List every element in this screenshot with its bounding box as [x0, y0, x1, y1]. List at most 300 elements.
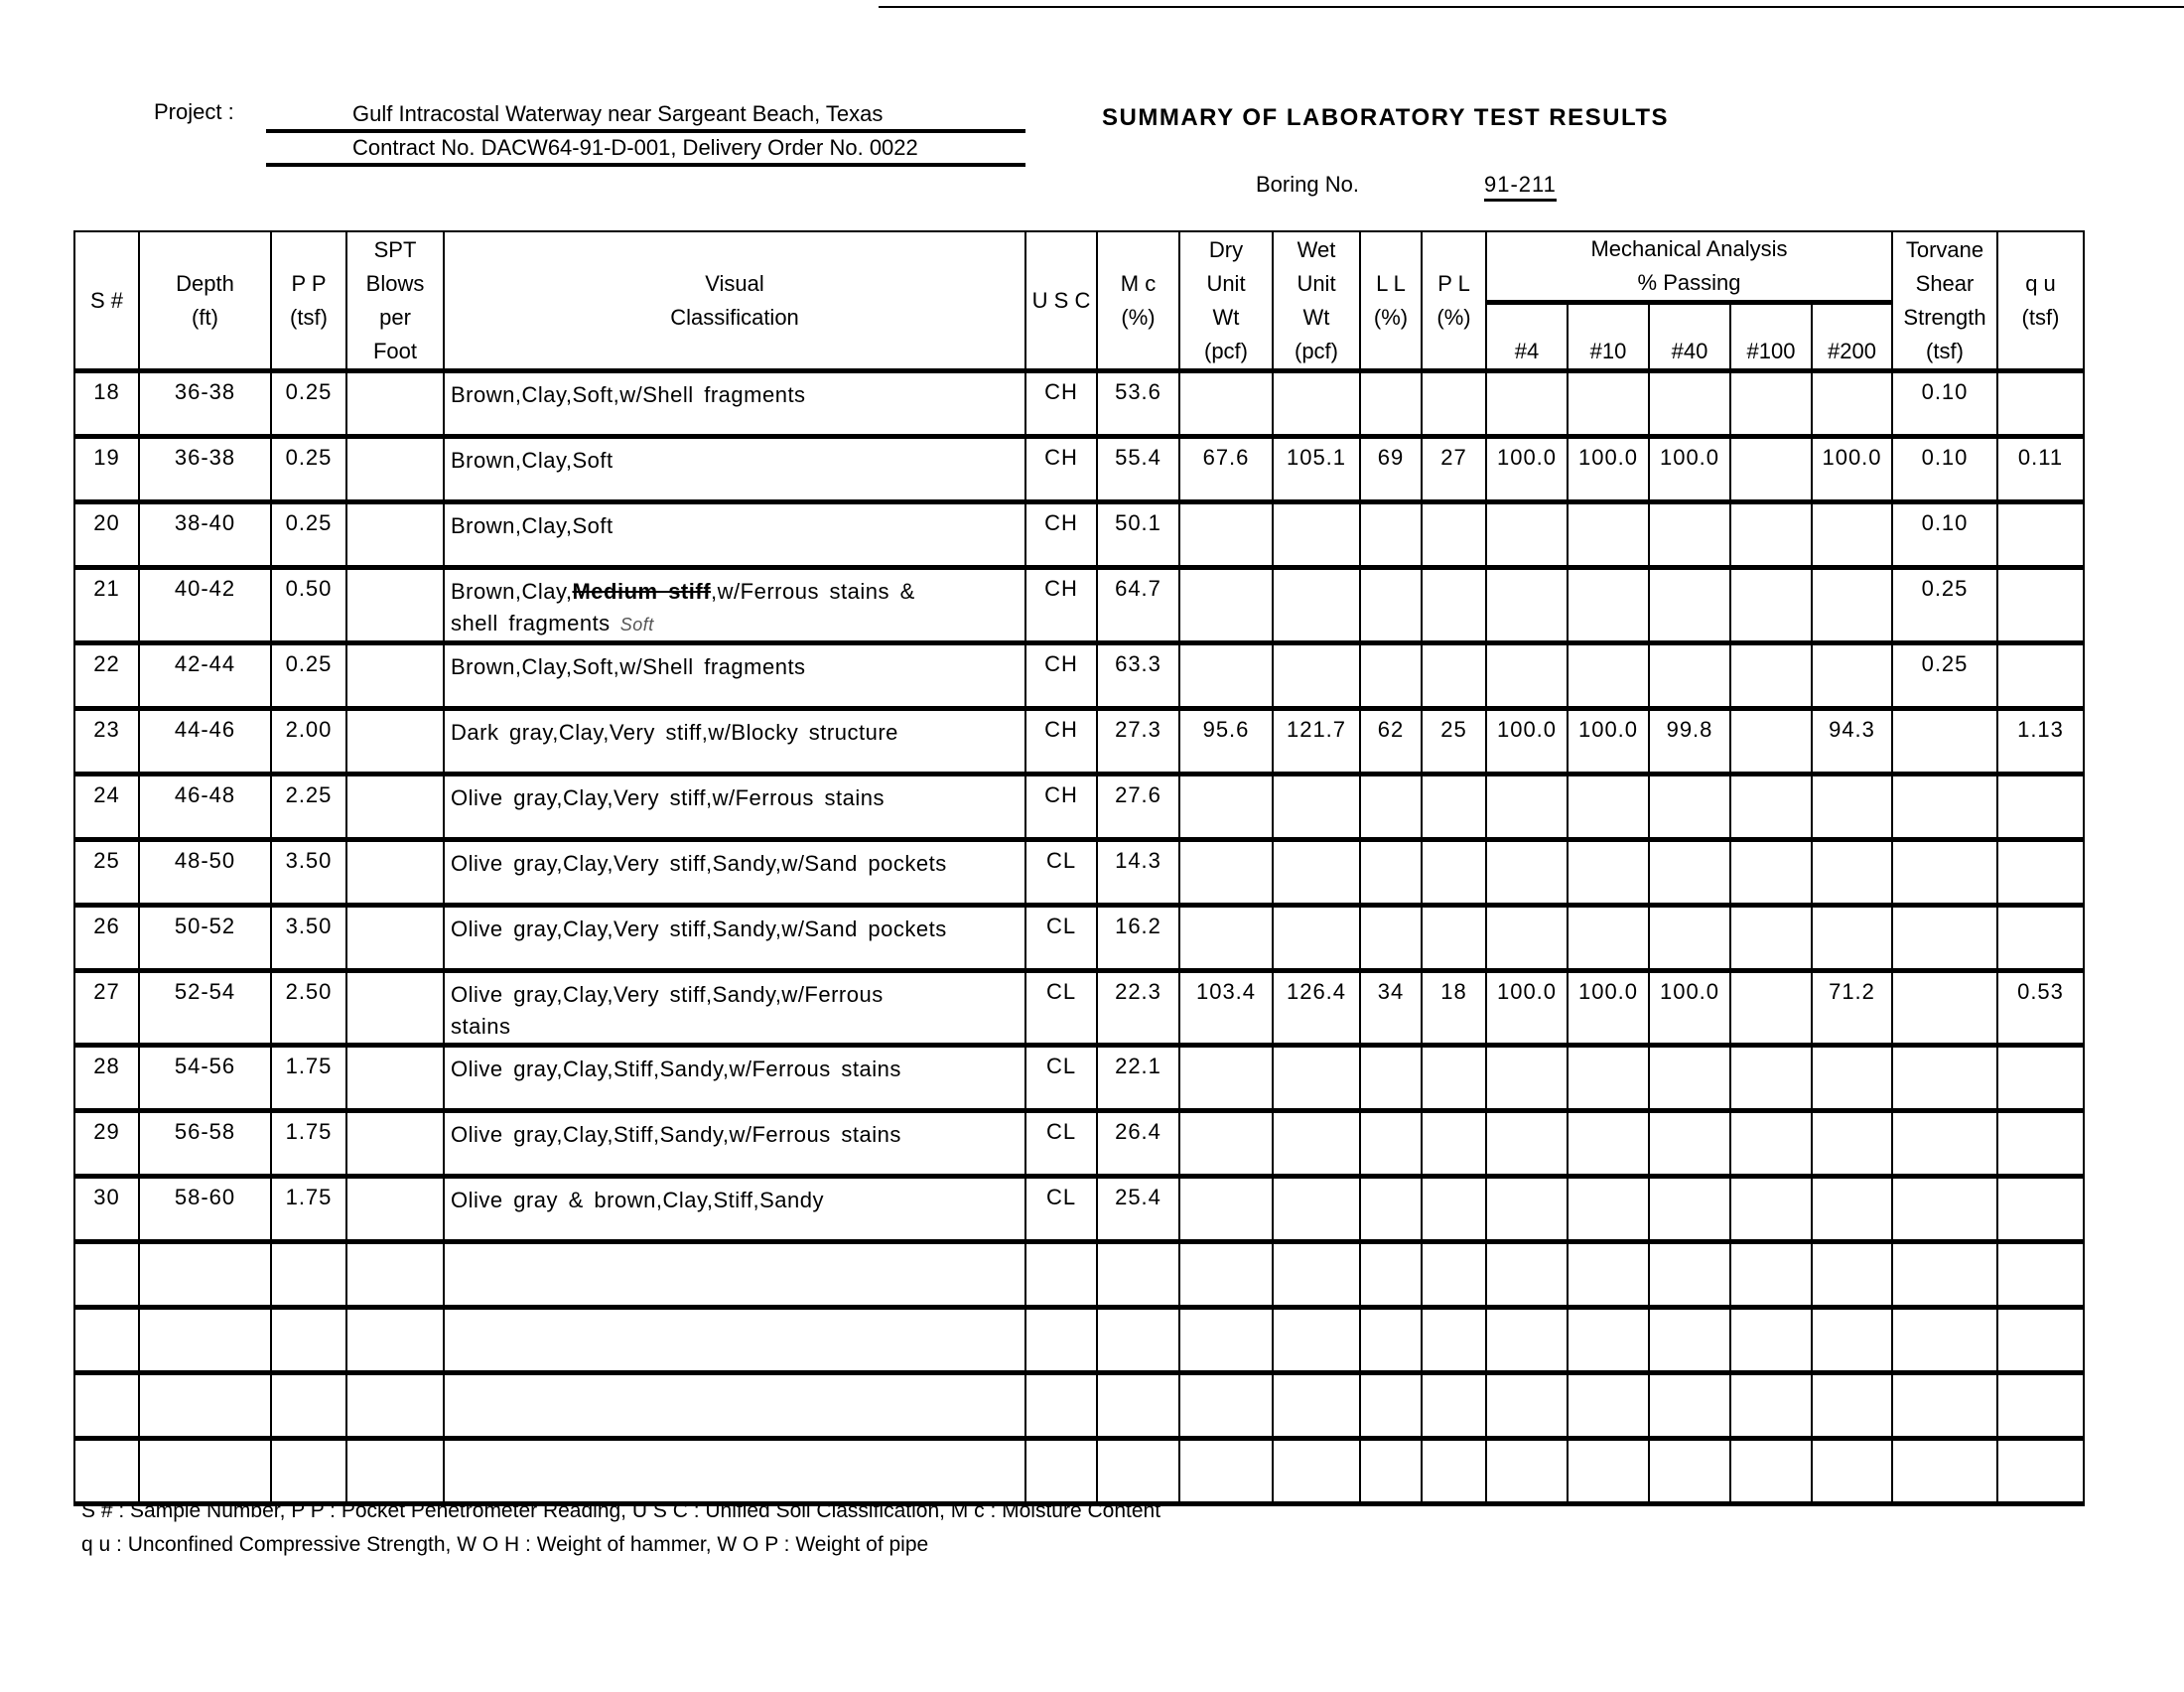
visual-text: Brown,Clay,Soft,w/Shell fragments [451, 382, 806, 407]
cell-liquid-limit [1360, 840, 1422, 906]
cell-sample-number: 22 [74, 643, 139, 709]
cell-sieve-4 [1486, 840, 1568, 906]
cell-sieve-100 [1730, 643, 1812, 709]
cell-sieve-100 [1730, 1111, 1812, 1177]
cell-dry-unit-weight: 67.6 [1179, 437, 1273, 502]
table-row [74, 371, 2084, 437]
empty-cell [1179, 1439, 1273, 1504]
cell-pocket-penetrometer: 1.75 [271, 1177, 346, 1242]
visual-text-line2: stains [451, 1014, 511, 1039]
cell-pocket-penetrometer: 1.75 [271, 1046, 346, 1111]
empty-cell [1025, 1439, 1097, 1504]
empty-cell [346, 1373, 444, 1439]
cell-visual-classification [444, 643, 1025, 709]
cell-depth: 48-50 [139, 840, 271, 906]
visual-text: Olive gray,Clay,Very stiff,Sandy,w/Ferrous [451, 982, 884, 1007]
project-underline-1 [266, 129, 1025, 133]
cell-torvane-shear [1892, 1177, 1997, 1242]
empty-cell [346, 1439, 444, 1504]
cell-moisture-content: 22.3 [1097, 971, 1179, 1046]
visual-text: Olive gray,Clay,Very stiff,Sandy,w/Sand pockets [451, 916, 947, 941]
cell-visual-classification [444, 371, 1025, 437]
visual-text: Brown,Clay,Soft [451, 513, 614, 538]
col-header-qu: q u (tsf) [1997, 231, 2084, 371]
table-row [74, 1111, 2084, 1177]
cell-sieve-40 [1649, 1111, 1730, 1177]
cell-sieve-200: 94.3 [1812, 709, 1892, 775]
visual-text-line2: shell fragments [451, 611, 611, 635]
cell-sieve-40 [1649, 1177, 1730, 1242]
empty-cell [1486, 1308, 1568, 1373]
visual-text: Brown,Clay, [451, 579, 573, 604]
cell-spt-blows [346, 709, 444, 775]
cell-dry-unit-weight [1179, 502, 1273, 568]
table-row [74, 1046, 2084, 1111]
cell-sieve-40: 99.8 [1649, 709, 1730, 775]
cell-usc: CL [1025, 1177, 1097, 1242]
empty-cell [1568, 1308, 1649, 1373]
cell-sample-number: 23 [74, 709, 139, 775]
cell-sieve-10: 100.0 [1568, 709, 1649, 775]
cell-depth: 56-58 [139, 1111, 271, 1177]
table-row [74, 709, 2084, 775]
empty-cell [1730, 1373, 1812, 1439]
empty-table-row [74, 1439, 2084, 1504]
cell-depth: 44-46 [139, 709, 271, 775]
empty-cell [74, 1373, 139, 1439]
empty-cell [1730, 1308, 1812, 1373]
cell-unconfined-strength [1997, 643, 2084, 709]
cell-spt-blows [346, 775, 444, 840]
cell-depth: 36-38 [139, 437, 271, 502]
cell-unconfined-strength [1997, 568, 2084, 643]
cell-pocket-penetrometer: 2.50 [271, 971, 346, 1046]
cell-usc: CL [1025, 971, 1097, 1046]
cell-dry-unit-weight [1179, 568, 1273, 643]
col-header-ll: L L (%) [1360, 231, 1422, 371]
cell-usc: CH [1025, 502, 1097, 568]
cell-sieve-10 [1568, 775, 1649, 840]
cell-sieve-10: 100.0 [1568, 437, 1649, 502]
handwritten-correction: Soft [619, 615, 654, 634]
cell-sieve-10 [1568, 643, 1649, 709]
cell-wet-unit-weight: 121.7 [1273, 709, 1360, 775]
cell-visual-classification [444, 775, 1025, 840]
cell-torvane-shear: 0.10 [1892, 502, 1997, 568]
cell-wet-unit-weight [1273, 840, 1360, 906]
empty-cell [139, 1242, 271, 1308]
cell-pocket-penetrometer: 0.25 [271, 502, 346, 568]
cell-visual-classification [444, 1046, 1025, 1111]
empty-cell [1025, 1308, 1097, 1373]
empty-cell [1812, 1439, 1892, 1504]
cell-liquid-limit [1360, 1046, 1422, 1111]
cell-sieve-200 [1812, 775, 1892, 840]
cell-torvane-shear [1892, 709, 1997, 775]
cell-torvane-shear [1892, 1046, 1997, 1111]
page-title: SUMMARY OF LABORATORY TEST RESULTS [1102, 104, 1670, 131]
cell-moisture-content: 50.1 [1097, 502, 1179, 568]
cell-dry-unit-weight [1179, 1177, 1273, 1242]
empty-cell [1273, 1373, 1360, 1439]
cell-spt-blows [346, 502, 444, 568]
cell-sample-number: 21 [74, 568, 139, 643]
cell-plastic-limit [1422, 1111, 1486, 1177]
cell-depth: 40-42 [139, 568, 271, 643]
cell-dry-unit-weight: 95.6 [1179, 709, 1273, 775]
cell-sieve-200 [1812, 840, 1892, 906]
cell-moisture-content: 22.1 [1097, 1046, 1179, 1111]
cell-sieve-4 [1486, 1046, 1568, 1111]
cell-visual-classification [444, 840, 1025, 906]
empty-cell [271, 1242, 346, 1308]
empty-cell [1892, 1308, 1997, 1373]
cell-sieve-200: 100.0 [1812, 437, 1892, 502]
cell-torvane-shear [1892, 775, 1997, 840]
cell-spt-blows [346, 906, 444, 971]
col-header-pl: P L (%) [1422, 231, 1486, 371]
cell-moisture-content: 53.6 [1097, 371, 1179, 437]
cell-plastic-limit [1422, 906, 1486, 971]
cell-plastic-limit [1422, 371, 1486, 437]
empty-cell [1179, 1373, 1273, 1439]
cell-pocket-penetrometer: 3.50 [271, 840, 346, 906]
cell-pocket-penetrometer: 0.25 [271, 371, 346, 437]
cell-unconfined-strength [1997, 1177, 2084, 1242]
visual-text: Brown,Clay,Soft,w/Shell fragments [451, 654, 806, 679]
empty-cell [346, 1242, 444, 1308]
cell-spt-blows [346, 371, 444, 437]
cell-spt-blows [346, 568, 444, 643]
table-row [74, 775, 2084, 840]
cell-dry-unit-weight [1179, 840, 1273, 906]
cell-sieve-10 [1568, 1177, 1649, 1242]
table-body [74, 371, 2084, 1504]
cell-wet-unit-weight [1273, 568, 1360, 643]
cell-plastic-limit [1422, 1177, 1486, 1242]
table-row [74, 971, 2084, 1046]
empty-cell [1097, 1439, 1179, 1504]
col-header-depth: Depth (ft) [139, 231, 271, 371]
empty-cell [444, 1242, 1025, 1308]
empty-cell [1997, 1308, 2084, 1373]
footnote-abbreviations-2: q u : Unconfined Compressive Strength, W O H : Weight of hammer, W O P : Weight of pipe [81, 1533, 929, 1556]
cell-spt-blows [346, 1111, 444, 1177]
empty-cell [1997, 1242, 2084, 1308]
cell-sieve-200 [1812, 1111, 1892, 1177]
lab-results-table [73, 230, 2085, 1506]
cell-liquid-limit: 69 [1360, 437, 1422, 502]
cell-wet-unit-weight: 126.4 [1273, 971, 1360, 1046]
visual-text: Olive gray,Clay,Very stiff,w/Ferrous stains [451, 785, 885, 810]
cell-visual-classification [444, 906, 1025, 971]
boring-label: Boring No. [1256, 172, 1359, 197]
cell-sieve-4 [1486, 643, 1568, 709]
col-header-sieve-200: #200 [1812, 303, 1892, 371]
cell-sieve-40: 100.0 [1649, 971, 1730, 1046]
cell-torvane-shear [1892, 906, 1997, 971]
cell-sieve-200 [1812, 906, 1892, 971]
empty-cell [444, 1373, 1025, 1439]
col-header-visual: Visual Classification [444, 231, 1025, 371]
empty-cell [1422, 1373, 1486, 1439]
cell-unconfined-strength [1997, 906, 2084, 971]
empty-cell [271, 1308, 346, 1373]
cell-sample-number: 19 [74, 437, 139, 502]
empty-cell [1422, 1308, 1486, 1373]
cell-sieve-100 [1730, 371, 1812, 437]
cell-sieve-4 [1486, 371, 1568, 437]
cell-spt-blows [346, 971, 444, 1046]
cell-liquid-limit [1360, 1177, 1422, 1242]
cell-sieve-10 [1568, 1046, 1649, 1111]
cell-sample-number: 29 [74, 1111, 139, 1177]
cell-dry-unit-weight: 103.4 [1179, 971, 1273, 1046]
cell-liquid-limit [1360, 371, 1422, 437]
cell-unconfined-strength [1997, 371, 2084, 437]
cell-sieve-10 [1568, 840, 1649, 906]
col-header-sieve-4: #4 [1486, 303, 1568, 371]
empty-cell [271, 1439, 346, 1504]
cell-usc: CL [1025, 840, 1097, 906]
cell-unconfined-strength [1997, 1046, 2084, 1111]
cell-usc: CH [1025, 709, 1097, 775]
col-header-mc: M c (%) [1097, 231, 1179, 371]
empty-cell [1649, 1242, 1730, 1308]
col-header-sieve-100: #100 [1730, 303, 1812, 371]
cell-sieve-100 [1730, 502, 1812, 568]
cell-unconfined-strength: 1.13 [1997, 709, 2084, 775]
cell-sieve-40 [1649, 840, 1730, 906]
cell-usc: CH [1025, 775, 1097, 840]
col-header-pp: P P (tsf) [271, 231, 346, 371]
empty-cell [74, 1439, 139, 1504]
cell-torvane-shear [1892, 971, 1997, 1046]
empty-cell [1812, 1308, 1892, 1373]
cell-depth: 46-48 [139, 775, 271, 840]
empty-cell [1179, 1308, 1273, 1373]
cell-plastic-limit [1422, 568, 1486, 643]
cell-pocket-penetrometer: 0.25 [271, 643, 346, 709]
empty-cell [1360, 1242, 1422, 1308]
cell-moisture-content: 16.2 [1097, 906, 1179, 971]
cell-sample-number: 28 [74, 1046, 139, 1111]
project-underline-2 [266, 163, 1025, 167]
empty-cell [1025, 1373, 1097, 1439]
cell-sieve-40 [1649, 643, 1730, 709]
cell-unconfined-strength: 0.53 [1997, 971, 2084, 1046]
cell-liquid-limit: 34 [1360, 971, 1422, 1046]
empty-cell [1025, 1242, 1097, 1308]
cell-dry-unit-weight [1179, 906, 1273, 971]
cell-depth: 42-44 [139, 643, 271, 709]
cell-sieve-40 [1649, 775, 1730, 840]
cell-wet-unit-weight [1273, 1111, 1360, 1177]
cell-plastic-limit: 25 [1422, 709, 1486, 775]
cell-liquid-limit [1360, 568, 1422, 643]
cell-wet-unit-weight [1273, 643, 1360, 709]
cell-usc: CL [1025, 1111, 1097, 1177]
cell-sample-number: 25 [74, 840, 139, 906]
cell-moisture-content: 26.4 [1097, 1111, 1179, 1177]
cell-sieve-100 [1730, 775, 1812, 840]
cell-sieve-200 [1812, 568, 1892, 643]
cell-liquid-limit [1360, 1111, 1422, 1177]
cell-sieve-100 [1730, 840, 1812, 906]
cell-plastic-limit [1422, 502, 1486, 568]
cell-pocket-penetrometer: 2.25 [271, 775, 346, 840]
cell-sieve-4: 100.0 [1486, 971, 1568, 1046]
empty-cell [1097, 1308, 1179, 1373]
cell-wet-unit-weight [1273, 502, 1360, 568]
cell-plastic-limit [1422, 643, 1486, 709]
cell-visual-classification [444, 1177, 1025, 1242]
visual-text: Olive gray & brown,Clay,Stiff,Sandy [451, 1188, 824, 1212]
cell-liquid-limit [1360, 643, 1422, 709]
cell-sample-number: 24 [74, 775, 139, 840]
cell-plastic-limit [1422, 775, 1486, 840]
scan-top-border [879, 6, 2184, 8]
cell-unconfined-strength [1997, 502, 2084, 568]
cell-sieve-4 [1486, 502, 1568, 568]
cell-liquid-limit [1360, 502, 1422, 568]
cell-sample-number: 27 [74, 971, 139, 1046]
cell-depth: 38-40 [139, 502, 271, 568]
cell-sieve-200: 71.2 [1812, 971, 1892, 1046]
visual-text: Olive gray,Clay,Stiff,Sandy,w/Ferrous stains [451, 1057, 901, 1081]
cell-sieve-100 [1730, 568, 1812, 643]
table-row [74, 1177, 2084, 1242]
empty-table-row [74, 1242, 2084, 1308]
cell-dry-unit-weight [1179, 1046, 1273, 1111]
cell-dry-unit-weight [1179, 643, 1273, 709]
cell-usc: CH [1025, 568, 1097, 643]
cell-usc: CH [1025, 643, 1097, 709]
cell-pocket-penetrometer: 2.00 [271, 709, 346, 775]
cell-sieve-40 [1649, 371, 1730, 437]
empty-cell [1097, 1373, 1179, 1439]
cell-spt-blows [346, 840, 444, 906]
empty-cell [1649, 1308, 1730, 1373]
empty-cell [1997, 1373, 2084, 1439]
col-header-sieve-10: #10 [1568, 303, 1649, 371]
empty-cell [1892, 1242, 1997, 1308]
cell-visual-classification [444, 502, 1025, 568]
cell-sieve-200 [1812, 1046, 1892, 1111]
cell-sieve-4: 100.0 [1486, 709, 1568, 775]
cell-torvane-shear [1892, 840, 1997, 906]
visual-text: Dark gray,Clay,Very stiff,w/Blocky structure [451, 720, 898, 745]
cell-moisture-content: 27.3 [1097, 709, 1179, 775]
cell-wet-unit-weight [1273, 775, 1360, 840]
cell-sieve-200 [1812, 643, 1892, 709]
empty-cell [74, 1242, 139, 1308]
cell-visual-classification [444, 437, 1025, 502]
cell-spt-blows [346, 1046, 444, 1111]
cell-unconfined-strength: 0.11 [1997, 437, 2084, 502]
empty-cell [1812, 1373, 1892, 1439]
cell-sieve-40 [1649, 568, 1730, 643]
cell-wet-unit-weight: 105.1 [1273, 437, 1360, 502]
empty-cell [1568, 1373, 1649, 1439]
empty-cell [444, 1308, 1025, 1373]
empty-cell [1997, 1439, 2084, 1504]
visual-text: Olive gray,Clay,Stiff,Sandy,w/Ferrous stains [451, 1122, 901, 1147]
cell-sample-number: 20 [74, 502, 139, 568]
cell-pocket-penetrometer: 0.50 [271, 568, 346, 643]
cell-sieve-4 [1486, 906, 1568, 971]
table-row [74, 840, 2084, 906]
cell-usc: CL [1025, 1046, 1097, 1111]
cell-sieve-4 [1486, 1177, 1568, 1242]
cell-torvane-shear: 0.25 [1892, 643, 1997, 709]
empty-cell [1649, 1439, 1730, 1504]
empty-table-row [74, 1308, 2084, 1373]
col-header-usc: U S C [1025, 231, 1097, 371]
empty-cell [1649, 1373, 1730, 1439]
col-header-spt: SPT Blows per Foot [346, 231, 444, 371]
cell-sieve-10 [1568, 1111, 1649, 1177]
cell-sieve-200 [1812, 1177, 1892, 1242]
cell-unconfined-strength [1997, 840, 2084, 906]
cell-torvane-shear: 0.10 [1892, 437, 1997, 502]
cell-sieve-4 [1486, 1111, 1568, 1177]
cell-sample-number: 18 [74, 371, 139, 437]
cell-visual-classification [444, 1111, 1025, 1177]
col-header-mechanical-analysis: Mechanical Analysis % Passing [1486, 231, 1892, 303]
cell-wet-unit-weight [1273, 906, 1360, 971]
cell-sieve-100 [1730, 1046, 1812, 1111]
table-row [74, 502, 2084, 568]
cell-visual-classification [444, 709, 1025, 775]
cell-sieve-10: 100.0 [1568, 971, 1649, 1046]
empty-cell [1892, 1439, 1997, 1504]
cell-sieve-10 [1568, 371, 1649, 437]
struck-text: Medium stiff [572, 579, 712, 604]
cell-depth: 54-56 [139, 1046, 271, 1111]
empty-cell [346, 1308, 444, 1373]
cell-moisture-content: 63.3 [1097, 643, 1179, 709]
empty-table-row [74, 1373, 2084, 1439]
cell-depth: 58-60 [139, 1177, 271, 1242]
empty-cell [444, 1439, 1025, 1504]
contract-number: Contract No. DACW64-91-D-001, Delivery Order No. 0022 [352, 135, 918, 160]
col-header-sample: S # [74, 231, 139, 371]
cell-pocket-penetrometer: 1.75 [271, 1111, 346, 1177]
cell-torvane-shear [1892, 1111, 1997, 1177]
empty-cell [139, 1373, 271, 1439]
cell-sieve-10 [1568, 568, 1649, 643]
cell-liquid-limit [1360, 906, 1422, 971]
cell-sieve-40 [1649, 502, 1730, 568]
empty-cell [1273, 1439, 1360, 1504]
project-name: Gulf Intracostal Waterway near Sargeant Beach, Texas [352, 101, 884, 126]
cell-sieve-40 [1649, 1046, 1730, 1111]
cell-usc: CH [1025, 371, 1097, 437]
empty-cell [1892, 1373, 1997, 1439]
empty-cell [1486, 1242, 1568, 1308]
col-header-wet-unit-wt: Wet Unit Wt (pcf) [1273, 231, 1360, 371]
empty-cell [1486, 1439, 1568, 1504]
boring-number: 91-211 [1484, 172, 1557, 202]
cell-liquid-limit [1360, 775, 1422, 840]
cell-torvane-shear: 0.25 [1892, 568, 1997, 643]
cell-unconfined-strength [1997, 1111, 2084, 1177]
empty-cell [74, 1308, 139, 1373]
empty-cell [1360, 1373, 1422, 1439]
cell-sieve-40: 100.0 [1649, 437, 1730, 502]
cell-sieve-200 [1812, 371, 1892, 437]
